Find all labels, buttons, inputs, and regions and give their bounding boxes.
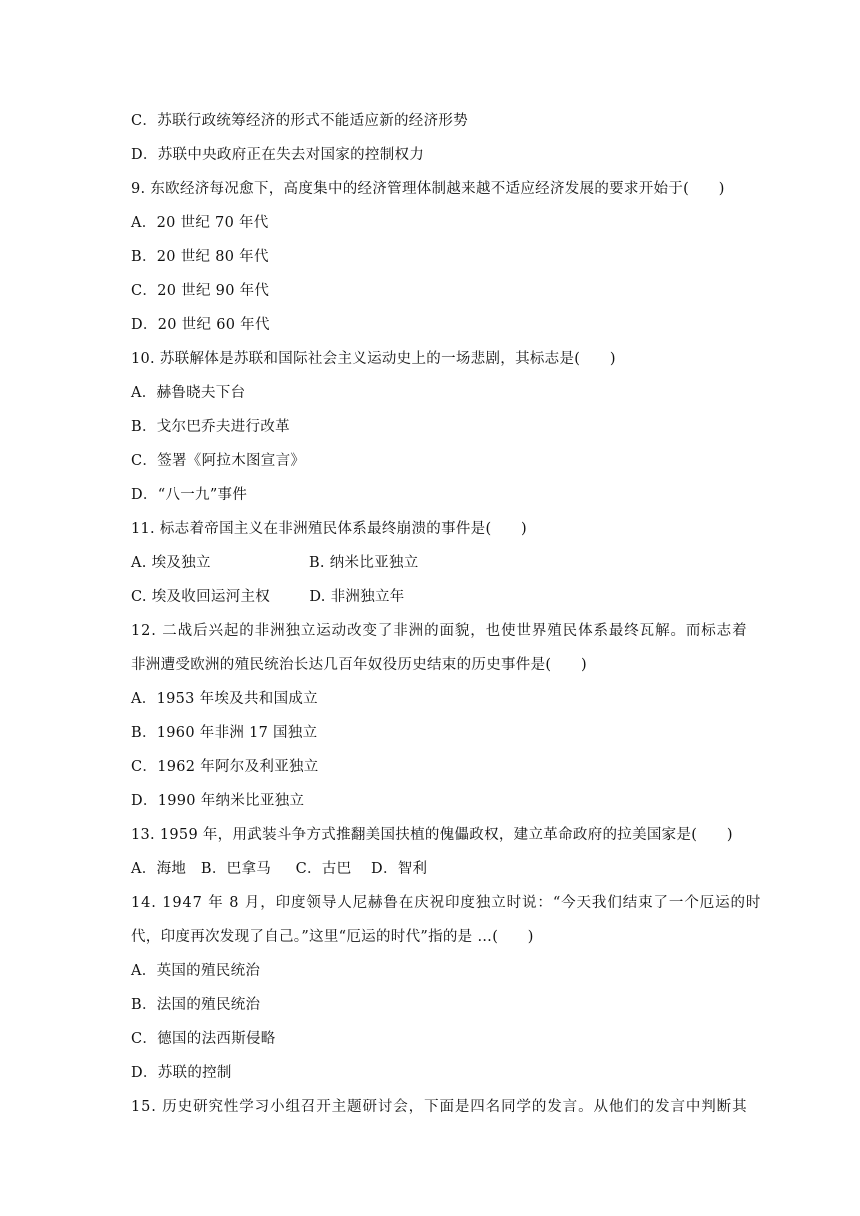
option-d-q9: D．20 世纪 60 年代 <box>131 317 270 333</box>
options-q13: A．海地 B．巴拿马 C．古巴 D．智利 <box>131 861 428 877</box>
question-11: 11. 标志着帝国主义在非洲殖民体系最终崩溃的事件是( ) <box>131 521 527 537</box>
question-9: 9. 东欧经济每况愈下，高度集中的经济管理体制越来越不适应经济发展的要求开始于( ) <box>131 181 725 197</box>
option-a-q10: A．赫鲁晓夫下台 <box>131 385 246 401</box>
option-b-q14: B．法国的殖民统治 <box>131 997 261 1013</box>
option-c-q8: C．苏联行政统筹经济的形式不能适应新的经济形势 <box>131 113 468 129</box>
option-c-q14: C．德国的法西斯侵略 <box>131 1031 276 1047</box>
options-cd-q11: C. 埃及收回运河主权 D. 非洲独立年 <box>131 589 405 605</box>
option-d-q12: D．1990 年纳米比亚独立 <box>131 793 305 809</box>
question-12-line2: 非洲遭受欧洲的殖民统治长达几百年奴役历史结束的历史事件是( ) <box>131 657 587 673</box>
option-b-q10: B．戈尔巴乔夫进行改革 <box>131 419 290 435</box>
option-a-q9: A．20 世纪 70 年代 <box>131 215 269 231</box>
question-10: 10. 苏联解体是苏联和国际社会主义运动史上的一场悲剧，其标志是( ) <box>131 351 616 367</box>
option-c-q10: C．签署《阿拉木图宣言》 <box>131 453 306 469</box>
question-14-line2: 代，印度再次发现了自己。”这里“厄运的时代”指的是 …( ) <box>131 929 534 945</box>
option-d-q8: D．苏联中央政府正在失去对国家的控制权力 <box>131 147 425 163</box>
options-ab-q11: A. 埃及独立 B. 纳米比亚独立 <box>131 555 419 571</box>
option-d-q10: D．“八一九”事件 <box>131 487 248 503</box>
question-15-line1: 15. 历史研究性学习小组召开主题研讨会，下面是四名同学的发言。从他们的发言中判断其 <box>131 1099 748 1115</box>
option-c-q9: C．20 世纪 90 年代 <box>131 283 270 299</box>
question-13: 13. 1959 年，用武装斗争方式推翻美国扶植的傀儡政权，建立革命政府的拉美国家是( ) <box>131 827 733 843</box>
question-14-line1: 14. 1947 年 8 月，印度领导人尼赫鲁在庆祝印度独立时说：“今天我们结束了一个厄运的时 <box>131 895 762 911</box>
option-b-q9: B．20 世纪 80 年代 <box>131 249 269 265</box>
option-b-q12: B．1960 年非洲 17 国独立 <box>131 725 318 741</box>
option-d-q14: D．苏联的控制 <box>131 1065 232 1081</box>
option-c-q12: C．1962 年阿尔及利亚独立 <box>131 759 319 775</box>
option-a-q12: A．1953 年埃及共和国成立 <box>131 691 318 707</box>
option-a-q14: A．英国的殖民统治 <box>131 963 261 979</box>
question-12-line1: 12. 二战后兴起的非洲独立运动改变了非洲的面貌，也使世界殖民体系最终瓦解。而标志着 <box>131 623 748 639</box>
